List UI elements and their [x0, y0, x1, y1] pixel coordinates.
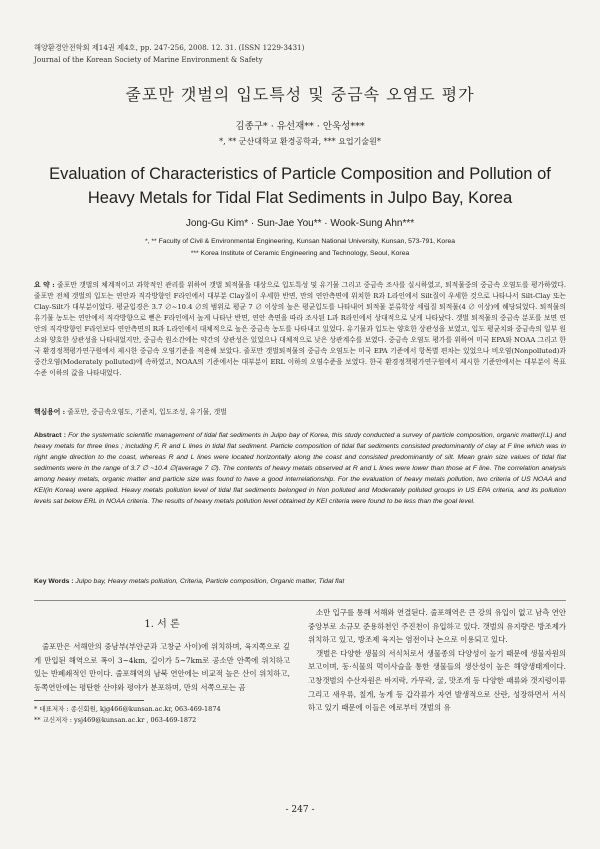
journal-header-line-2: Journal of the Korean Society of Marine Environment & Safety [34, 55, 263, 64]
section-divider [34, 600, 566, 601]
footnote-divider [34, 700, 144, 701]
journal-header-line-1: 해양환경안전학회 제14권 제4호, pp. 247-256, 2008. 12. 31. (ISSN 1229-3431) [34, 43, 305, 52]
english-abstract [34, 430, 566, 507]
korean-abstract-text: 줄포만 갯벌의 체계적이고 과학적인 관리를 위하여 갯벌 퇴적물을 대상으로 입도특성 및 유기물 그리고 중금속 조사를 실시하였고, 퇴적물중의 중금속 오염도를 평가하였다. 줄포만 전체 갯벌의 입도는 연안과 직각방향인 F라인에서 대부분 Clay질이 우세한 반면, 만의 연안측면에 위치한 R과 L라인에서 Silt질이 우세한 것으로 나타나서 Silt-Clay 또는 Clay-Silt가 대부분이었다. 평균입경은 3.7 ∅~10.4 ∅의 범위로 평균 7 ∅ 이상의 높은 평균입도를 나타내어 퇴적물 분류학상 세립질 퇴적물(4 ∅ 이상)에 해당되었다. 퇴적물의 유기물 농도는 연안에서 직각방향으로 뻗은 F라인에서 높게 나타난 반면, 연안 측면을 따라 조사된 L과 R라인에서 상대적으로 낮게 나타났다. 갯벌 퇴적물의 중금속 분포를 보면 연안의 직각방향인 F라인보다 연안측면의 R과 L라인에서 대체적으로 높은 중금속 농도를 나타내고 있었다. 유기물과 입도는 양호한 상관성을 보였고, 입도 평균치와 중금속의 일부 원소와 양호한 상관성을 나타내었지만, 중금속 원소간에는 약간의 상관성은 있었으나 대체적으로 낮은 상관계수를 보였다. 중금속 오염도 평가를 위하여 미국 EPA와 NOAA 그리고 한국 환경정책평가연구원에서 제시한 중금속 오염기준을 적용해 보았다. 줄포만 갯벌퇴적물의 중금속 오염도는 미국 EPA 기준에서 항목별 편차는 있었으나 비오염(Nonpolluted)과 중간오염(Moderately polluted)에 속하였고, NOAA의 기준에서는 대부분이 ERL 이하의 오염수준을 보였다. 한국 환경정책평가연구원에서 제시한 기준안에서는 대부분이 목표수준 이하의 값을 나타내었다. [34, 281, 566, 377]
english-affiliation-1: *, ** Faculty of Civil & Environmental Engineering, Kunsan National University, Kunsan, 573-791, Korea [144, 238, 456, 245]
journal-header [34, 42, 304, 66]
korean-keywords [34, 406, 566, 416]
left-column [34, 615, 290, 726]
korean-keywords-label: 핵심용어 : [34, 408, 66, 416]
korean-authors: 김종구* · 유선재** · 안욱성*** [235, 121, 365, 132]
korean-affiliation: *, ** 군산대학교 환경공학과, *** 요업기술원* [219, 137, 381, 146]
korean-abstract-label: 요 약 : [34, 281, 55, 289]
section-title-introduction: 1. 서 론 [144, 619, 180, 630]
korean-title: 줄포만 갯벌의 입도특성 및 중금속 오염도 평가 [125, 85, 475, 104]
english-affiliation [60, 236, 540, 260]
introduction-paragraph-right-2: 갯벌은 다양한 생물의 서식처로서 생물종의 다양성이 높기 때문에 생물자원의 보고이며, 동·식물의 먹이사슬을 통한 생물들의 생산성이 높은 해양생태계이다. 고창갯벌의 수산자원은 바지락, 가무락, 굴, 맛조개 등 다양한 패류와 갯지렁이류 그리고 새우류, 칠게, 농게 등 갑각류가 자연 발생적으로 산란, 성장하면서 서식하고 있기 때문에 이들은 에로부터 갯벌의 유 [308, 648, 566, 713]
english-authors: Jong-Gu Kim* · Sun-Jae You** · Wook-Sung Ahn*** [185, 218, 415, 229]
english-abstract-text: For the systematic scientific management of tidal flat sediments in Julpo bay of Korea, this study conducted a survey of particle composition, organic matter(I.L) and heavy metals for three lines ; including F, R and L lines in tidal flat sediment. Particle composition of tidal flat sediments consisted predominantly of clay at F line which was in right angle direction to the coast, whereas R and L lines were located horizontally along the coast and consisted predominantly of silt. Mean grain size values of tidal flat sediments were in the range of 3.7 ∅ ~10.4 ∅(average 7 ∅). The contents of heavy metals observed at R and L lines were lower than those at F line. The correlation analysis among heavy metals, organic matter and particle size was found to have a good interrelationship. For the evaluation of heavy metals pollution, two criteria of US NOAA and KEI(in Korea) were applied. Heavy metals pollution level of tidal flat sediments belonged in Non polluted and Moderately polluted groups in US EPA criteria, and its pollution levels sat below ERL in NOAA criteria. The results of heavy metals pollution level obtained by KEI criteria were found to be less than the goal level. [34, 432, 566, 505]
english-affiliation-2: *** Korea Institute of Ceramic Engineering and Technology, Seoul, Korea [190, 250, 410, 257]
english-keywords-label: Key Words : [34, 578, 74, 585]
page-number: - 247 - [285, 805, 315, 815]
english-keywords [34, 578, 566, 585]
right-column [308, 606, 566, 715]
english-title: Evaluation of Characteristics of Particle Composition and Pollution of Heavy Metals for Tidal Flat Sediments in Julpo Bay, Korea [49, 165, 551, 207]
korean-abstract [34, 280, 566, 379]
english-abstract-label: Abstract : [34, 432, 66, 439]
footnote-co-author: ** 교신저자 : ysj469@kunsan.ac.kr , 063-469-1872 [34, 716, 197, 725]
introduction-paragraph-right-1: 소만 입구를 통해 서해와 연결된다. 줄포해역은 큰 강의 유입이 없고 남측 연안 중앙부로 소규모 준용하천인 주진천이 유입하고 있다. 갯벌의 유지량은 방조제가 위치하고 있고, 방조제 육지는 염전이나 논으로 이용되고 있다. [308, 608, 566, 645]
footnote-corresponding-author: * 대표저자 : 종신회원, kjg466@kunsan.ac.kr, 063-469-1874 [34, 705, 221, 714]
english-keywords-text: Julpo bay, Heavy metals pollution, Criteria, Particle composition, Organic matter, Tidal flat [75, 578, 345, 585]
korean-keywords-text: 줄포만, 중금속오염도, 기준치, 입도조성, 유기물, 갯벌 [67, 408, 227, 416]
introduction-paragraph-left: 줄포만은 서해안의 중남부(부안군과 고창군 사이)에 위치하며, 육지쪽으로 깊게 만입된 해역으로 폭이 3~4km, 길이가 5~7km로 공소만 안쪽에 위치하고 있는 반폐쇄적인 만이다. 줄포해역의 남북 연안에는 비교적 높은 산이 위치하고, 동쪽연안에는 평탄한 산야와 평야가 분포하며, 만의 서쪽으로는 곰 [34, 642, 290, 692]
